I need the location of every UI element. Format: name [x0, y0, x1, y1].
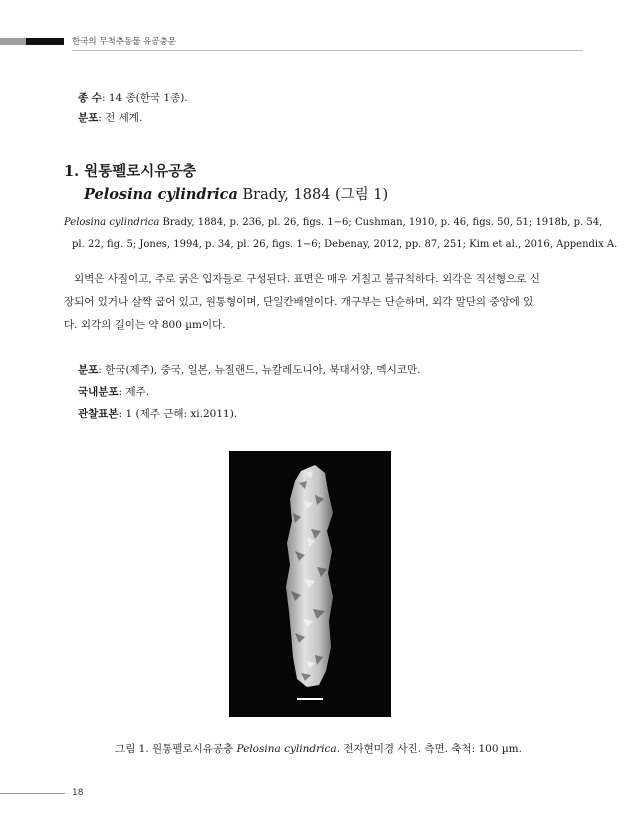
distribution-label: 분포 — [78, 112, 99, 124]
records-domestic: 국내분포: 제주. — [78, 386, 150, 398]
header-rule — [72, 50, 583, 51]
species-count-label: 종 수 — [78, 92, 102, 104]
caption-scientific-name: Pelosina cylindrica — [236, 743, 337, 755]
running-header: 한국의 무척추동물 유공충문 — [72, 37, 176, 47]
scientific-name: Pelosina cylindrica — [84, 186, 238, 203]
page-number: 18 — [72, 788, 84, 798]
header-bar-black — [26, 38, 64, 45]
sem-photograph — [229, 451, 391, 717]
foraminifera-specimen-image — [229, 451, 391, 717]
distribution-line — [78, 110, 142, 125]
footer-rule — [0, 793, 65, 794]
description-line-2: 장되어 있거나 살짝 굽어 있고, 원통형이며, 단일칸배열이다. 개구부는 단순하며, 외각 말단의 중앙에 있 — [64, 296, 534, 308]
records-specimen: 관찰표본: 1 (제주 근해: xi.2011). — [78, 408, 238, 420]
description-line-1: 외벽은 사질이고, 주로 굵은 입자들로 구성된다. 표면은 매우 거칠고 불규칙하다. 외각은 직선형으로 신 — [74, 273, 540, 285]
author-year: Brady, 1884 (그림 1) — [237, 187, 389, 203]
description-line-3: 다. 외각의 길이는 약 800 µm이다. — [64, 319, 226, 331]
synonymy-name: Pelosina cylindrica — [64, 217, 160, 228]
section-title: 1. 원통펠로시유공충 — [64, 163, 197, 180]
records-distribution: 분포: 한국(제주), 중국, 일본, 뉴질랜드, 뉴칼레도니아, 북대서양, 멕시코만. — [78, 364, 421, 376]
figure-caption: 그림 1. 원통펠로시유공충 Pelosina cylindrica. 전자현미경 사진. 측면. 축척: 100 µm. — [115, 743, 522, 755]
scale-bar — [297, 698, 323, 700]
species-count-line — [78, 90, 188, 105]
species-count-value: : 14 종(한국 1종). — [101, 92, 188, 104]
section-scientific-name — [84, 183, 388, 204]
synonymy-line-2: pl. 22, fig. 5; Jones, 1994, p. 34, pl. 26, figs. 1−6; Debenay, 2012, pp. 87, 251; Kim et al., 2016, Appendix A. — [72, 239, 618, 250]
header-bar-grey — [0, 38, 26, 45]
synonymy-line-1: Pelosina cylindrica Brady, 1884, p. 236, pl. 26, figs. 1−6; Cushman, 1910, p. 46, figs. 50, 51; 1918b, p. 54, — [64, 217, 603, 228]
distribution-value: : 전 세계. — [98, 112, 143, 124]
